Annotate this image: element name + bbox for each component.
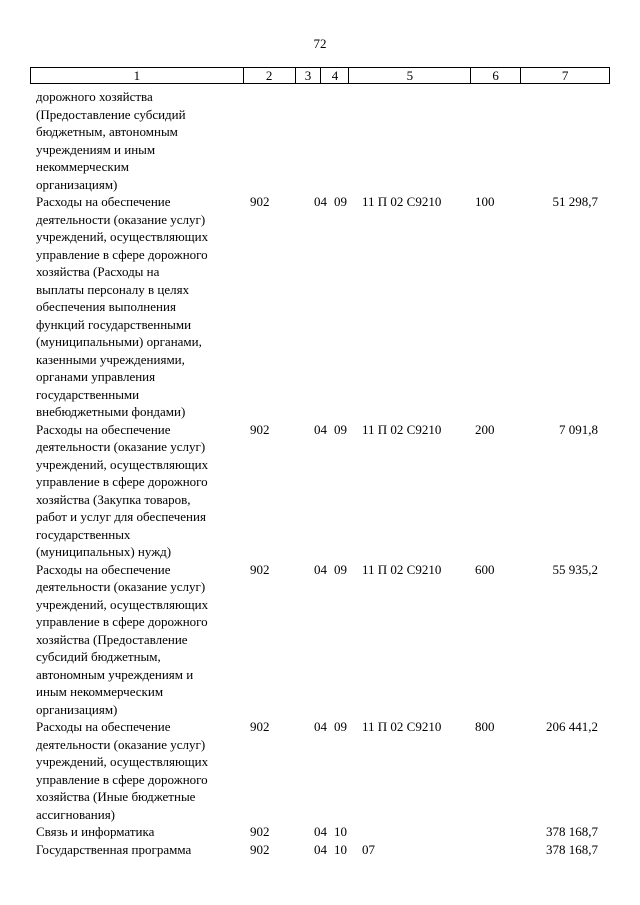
row-expense-type: 800 (475, 719, 495, 734)
table-row (36, 718, 610, 823)
row-section: 04 (314, 194, 327, 209)
row-target: 11 П 02 С9210 (362, 194, 442, 209)
table-row (36, 823, 610, 841)
row-target (354, 88, 473, 193)
row-code: 902 (250, 561, 270, 577)
header-cell-1: 1 (31, 68, 244, 83)
row-name: Расходы на обеспечение деятельности (оказание услуг) учреждений, осуществляющих управление в сфере дорожного хозяйства (Закупка товаров, работ и услуг для обеспечения государственных (муниципальных) нужд) (36, 421, 209, 559)
table-row (36, 841, 610, 859)
row-name: Расходы на обеспечение деятельности (оказание услуг) учреждений, осуществляющих управление в сфере дорожного хозяйства (Предоставление субсидий бюджетным, автономным учреждениям и иным некоммерческим организациям) (36, 561, 209, 717)
row-code: 902 (250, 824, 270, 839)
row-expense-type: 200 (475, 421, 495, 437)
row-section: 04 (314, 561, 327, 577)
header-cell-3: 3 (296, 68, 322, 83)
header-cell-5: 5 (349, 68, 471, 83)
table-row (36, 421, 610, 561)
header-cell-7: 7 (561, 68, 569, 83)
row-section: 04 (314, 824, 327, 839)
row-code: 902 (250, 719, 270, 734)
table-header (30, 67, 610, 84)
row-subsection: 10 (334, 841, 347, 857)
row-amount: 206 441,2 (546, 719, 598, 734)
row-target: 11 П 02 С9210 (362, 561, 442, 577)
row-name: Расходы на обеспечение деятельности (оказание услуг) учреждений, осуществляющих управление в сфере дорожного хозяйства (Иные бюджетные ассигнования) (36, 719, 209, 822)
row-amount: 378 168,7 (546, 841, 598, 857)
row-subsection: 09 (334, 719, 347, 734)
row-section: 04 (314, 719, 327, 734)
row-code: 902 (250, 421, 270, 437)
row-name: Государственная программа (36, 841, 192, 857)
row-subsection: 09 (334, 561, 347, 577)
header-cell-4: 4 (321, 68, 349, 83)
row-subsection: 09 (334, 421, 347, 437)
row-target: 11 П 02 С9210 (362, 421, 442, 437)
page-number: 72 (313, 36, 327, 51)
row-code (246, 88, 299, 193)
row-target (354, 823, 473, 841)
row-amount (523, 88, 604, 193)
table-row (36, 561, 610, 719)
header-cell-6: 6 (471, 68, 521, 83)
row-amount: 378 168,7 (546, 824, 598, 839)
table-row (36, 88, 610, 193)
row-expense-type (473, 88, 523, 193)
row-expense-type: 600 (475, 561, 495, 577)
row-amount: 7 091,8 (559, 421, 598, 437)
row-section: 04 (314, 841, 327, 857)
row-expense-type (473, 841, 523, 859)
table-body (36, 88, 610, 858)
row-name: Связь и информатика (36, 824, 155, 839)
row-subsection: 10 (334, 824, 347, 839)
header-cell-2: 2 (244, 68, 296, 83)
row-section (299, 88, 332, 193)
row-target: 07 (362, 841, 375, 857)
row-name: Расходы на обеспечение деятельности (оказание услуг) учреждений, осуществляющих управление в сфере дорожного хозяйства (Расходы на выплаты персоналу в целях обеспечения выполнения функций государственными (муниципальными) органами, казенными учреждениями, органами управления государственными внебюджетными фондами) (36, 194, 209, 419)
row-expense-type (473, 823, 523, 841)
row-section: 04 (314, 421, 327, 437)
row-amount: 55 935,2 (552, 561, 598, 577)
row-name: дорожного хозяйства (Предоставление субсидий бюджетным, автономным учреждениям и иным некоммерческим организациям) (36, 89, 186, 192)
row-subsection: 09 (334, 194, 347, 209)
row-code: 902 (250, 194, 270, 209)
table-row (36, 193, 610, 421)
row-target: 11 П 02 С9210 (362, 719, 442, 734)
row-code: 902 (250, 841, 270, 857)
row-subsection (332, 88, 354, 193)
row-amount: 51 298,7 (552, 194, 598, 209)
row-expense-type: 100 (475, 194, 495, 209)
